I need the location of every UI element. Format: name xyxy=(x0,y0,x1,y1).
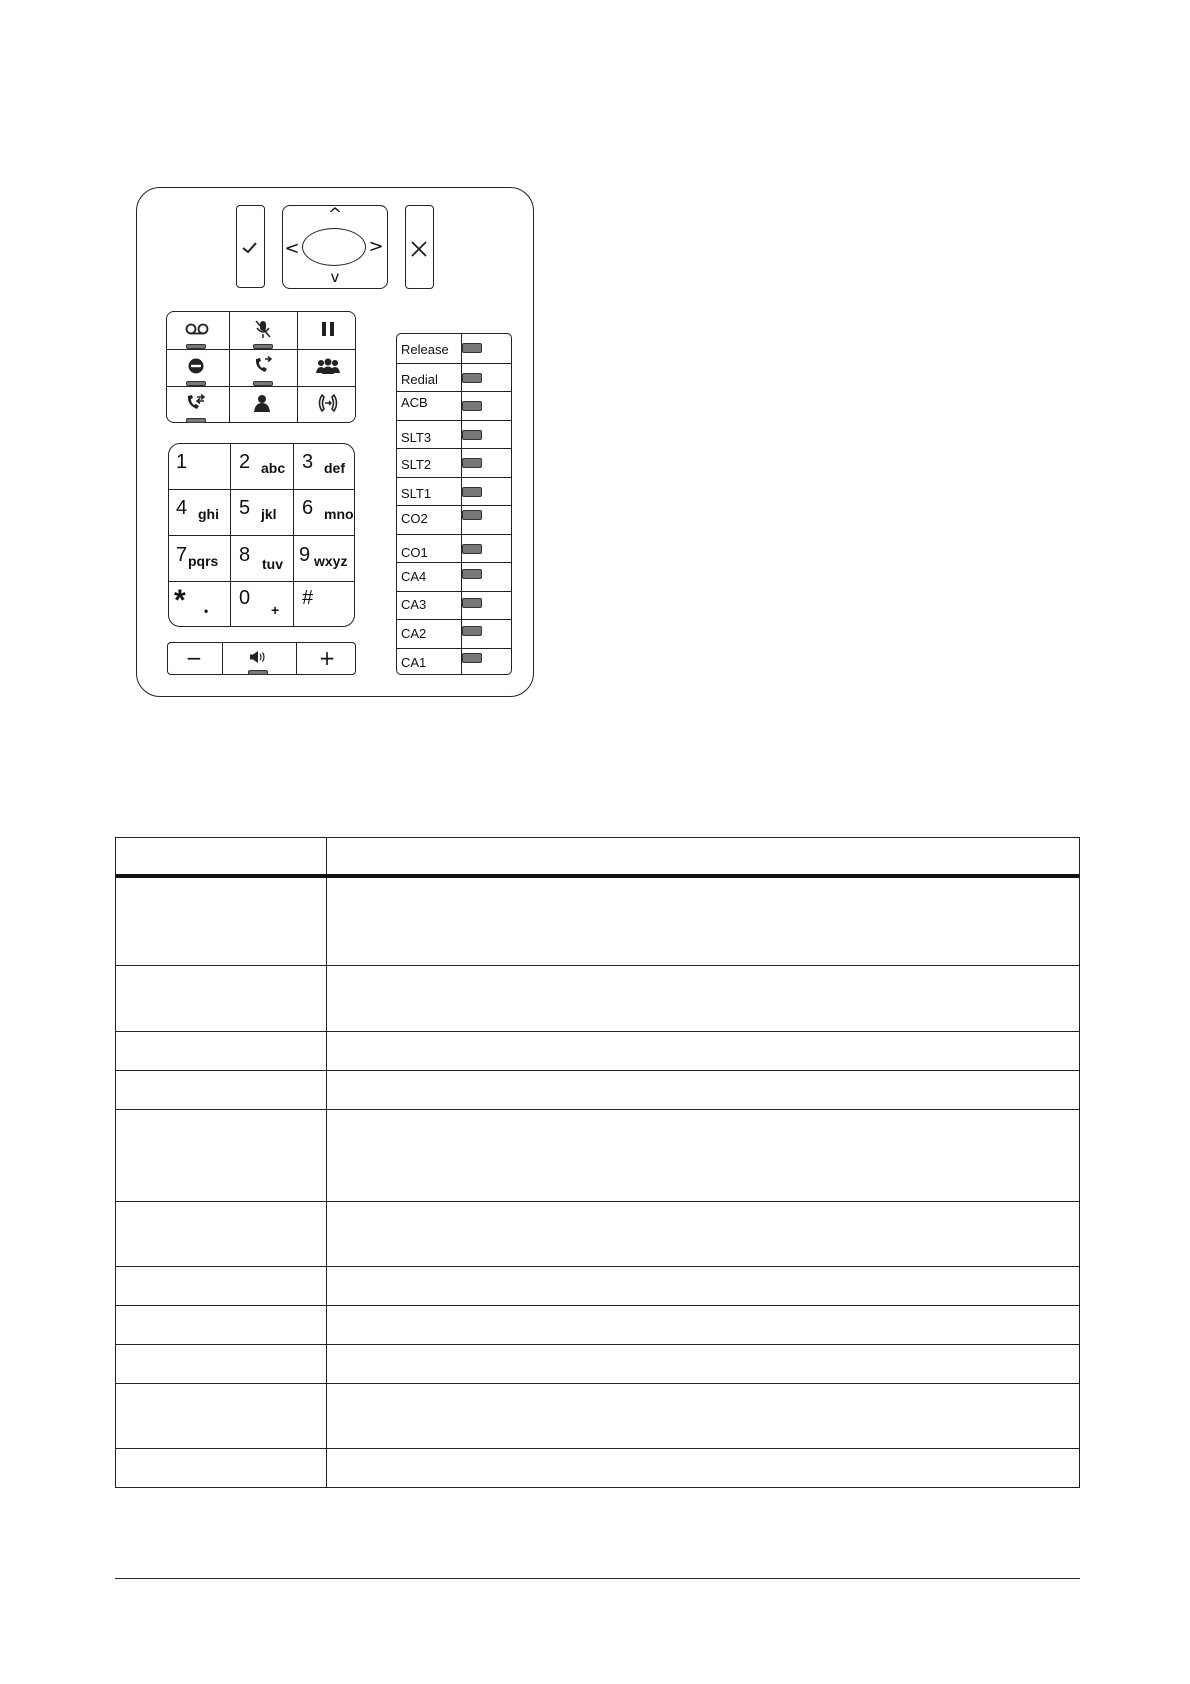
programmable-keys xyxy=(396,333,512,675)
hold-icon[interactable] xyxy=(320,321,336,337)
dial-key-1[interactable] xyxy=(168,443,230,489)
table-row xyxy=(116,1344,1079,1345)
programmable-key-led xyxy=(462,401,482,411)
programmable-key-ca4[interactable] xyxy=(397,562,511,592)
programmable-key-label: CO1 xyxy=(401,544,428,560)
mute-led xyxy=(253,344,273,349)
programmable-key-led xyxy=(462,598,482,608)
dial-digit: * xyxy=(174,584,186,617)
table-row xyxy=(116,1031,1079,1032)
conference-icon[interactable] xyxy=(316,358,340,374)
dial-key-0[interactable] xyxy=(231,582,293,628)
dial-digit: 7 xyxy=(176,544,188,566)
table-row xyxy=(116,965,1079,966)
programmable-key-release[interactable] xyxy=(397,334,511,363)
description-table xyxy=(115,837,1080,1488)
programmable-key-led xyxy=(462,430,482,440)
programmable-key-acb[interactable] xyxy=(397,391,511,421)
forward-icon[interactable] xyxy=(185,393,207,411)
programmable-key-slt1[interactable] xyxy=(397,477,511,507)
volume-up-button[interactable]: + xyxy=(318,646,336,670)
programmable-key-label: CA3 xyxy=(401,596,427,612)
voicemail-icon[interactable] xyxy=(184,322,210,336)
nav-down-arrow[interactable]: v xyxy=(330,268,340,286)
dial-digit: 0 xyxy=(239,587,251,609)
table-row xyxy=(116,1201,1079,1202)
dial-key-6[interactable] xyxy=(294,489,356,535)
programmable-key-slt3[interactable] xyxy=(397,420,511,450)
table-row xyxy=(116,1109,1079,1110)
programmable-key-label: SLT1 xyxy=(401,485,432,501)
dial-digit: 4 xyxy=(176,497,188,519)
table-column-divider xyxy=(326,838,327,1487)
dial-key-star[interactable] xyxy=(168,582,230,628)
directory-icon[interactable] xyxy=(253,394,271,412)
dial-digit: # xyxy=(302,587,314,609)
programmable-key-led xyxy=(462,373,482,383)
dial-letters: + xyxy=(271,602,280,618)
programmable-key-co1[interactable] xyxy=(397,534,511,564)
programmable-key-led xyxy=(462,487,482,497)
dial-letters: ghi xyxy=(198,506,219,522)
dial-digit: 1 xyxy=(176,451,188,473)
nav-ok-button[interactable] xyxy=(302,228,366,266)
nav-left-arrow[interactable]: < xyxy=(284,237,300,259)
dial-digit: 2 xyxy=(239,451,251,473)
dial-letters: mno xyxy=(324,506,354,522)
speaker-led xyxy=(248,670,268,675)
speaker-icon[interactable] xyxy=(249,650,267,664)
table-header-rule xyxy=(116,874,1079,878)
dial-letters: pqrs xyxy=(188,553,219,569)
dial-letters: tuv xyxy=(262,556,283,572)
programmable-key-led xyxy=(462,626,482,636)
dial-key-2[interactable] xyxy=(231,443,293,489)
volume-down-button[interactable]: − xyxy=(185,646,203,670)
mute-icon[interactable] xyxy=(254,319,272,339)
dial-digit: 9 xyxy=(299,544,311,566)
voicemail-led xyxy=(186,344,206,349)
dial-key-4[interactable] xyxy=(168,489,230,535)
dial-letters: • xyxy=(204,604,209,618)
programmable-key-led xyxy=(462,458,482,468)
dial-key-3[interactable] xyxy=(294,443,356,489)
dial-digit: 5 xyxy=(239,497,251,519)
programmable-key-label: CO2 xyxy=(401,511,428,526)
programmable-key-label: SLT2 xyxy=(401,457,432,472)
table-row xyxy=(116,1448,1079,1449)
programmable-key-ca2[interactable] xyxy=(397,619,511,649)
programmable-key-led xyxy=(462,510,482,520)
nav-up-arrow[interactable]: ^ xyxy=(327,205,343,225)
programmable-key-led xyxy=(462,343,482,353)
programmable-key-co2[interactable] xyxy=(397,505,511,535)
transfer-led xyxy=(253,381,273,386)
dial-letters: def xyxy=(324,460,345,476)
programmable-key-label: CA1 xyxy=(401,654,427,670)
dial-letters: jkl xyxy=(261,506,277,522)
transfer-icon[interactable] xyxy=(253,356,273,374)
programmable-key-label: Redial xyxy=(401,371,438,387)
programmable-key-label: CA4 xyxy=(401,569,427,584)
x-icon xyxy=(410,240,428,258)
dial-key-9[interactable] xyxy=(294,536,356,582)
programmable-key-led xyxy=(462,544,482,554)
programmable-key-label: SLT3 xyxy=(401,429,432,445)
programmable-key-ca1[interactable] xyxy=(397,648,511,678)
dial-key-7[interactable] xyxy=(168,536,230,582)
programmable-key-label: Release xyxy=(401,342,449,357)
dial-letters: abc xyxy=(261,460,286,476)
dial-key-hash[interactable] xyxy=(294,582,356,628)
table-row xyxy=(116,1383,1079,1384)
table-row xyxy=(116,1070,1079,1071)
programmable-key-slt2[interactable] xyxy=(397,448,511,478)
programmable-key-label: ACB xyxy=(401,395,428,410)
nav-right-arrow[interactable]: > xyxy=(368,235,384,257)
dial-digit: 3 xyxy=(302,451,314,473)
pickup-icon[interactable] xyxy=(317,393,339,413)
dial-letters: wxyz xyxy=(314,553,348,569)
programmable-key-label: CA2 xyxy=(401,626,427,641)
dial-digit: 8 xyxy=(239,544,251,566)
checkmark-icon xyxy=(240,238,260,256)
dial-digit: 6 xyxy=(302,497,314,519)
dnd-icon[interactable] xyxy=(188,358,204,374)
dial-key-5[interactable] xyxy=(231,489,293,535)
table-row xyxy=(116,1266,1079,1267)
programmable-key-ca3[interactable] xyxy=(397,591,511,621)
forward-led xyxy=(186,418,206,423)
programmable-key-led xyxy=(462,569,482,579)
programmable-key-redial[interactable] xyxy=(397,363,511,393)
dnd-led xyxy=(186,381,206,386)
footer-rule xyxy=(115,1578,1080,1579)
programmable-key-led xyxy=(462,653,482,663)
table-row xyxy=(116,1305,1079,1306)
dial-key-8[interactable] xyxy=(231,536,293,582)
